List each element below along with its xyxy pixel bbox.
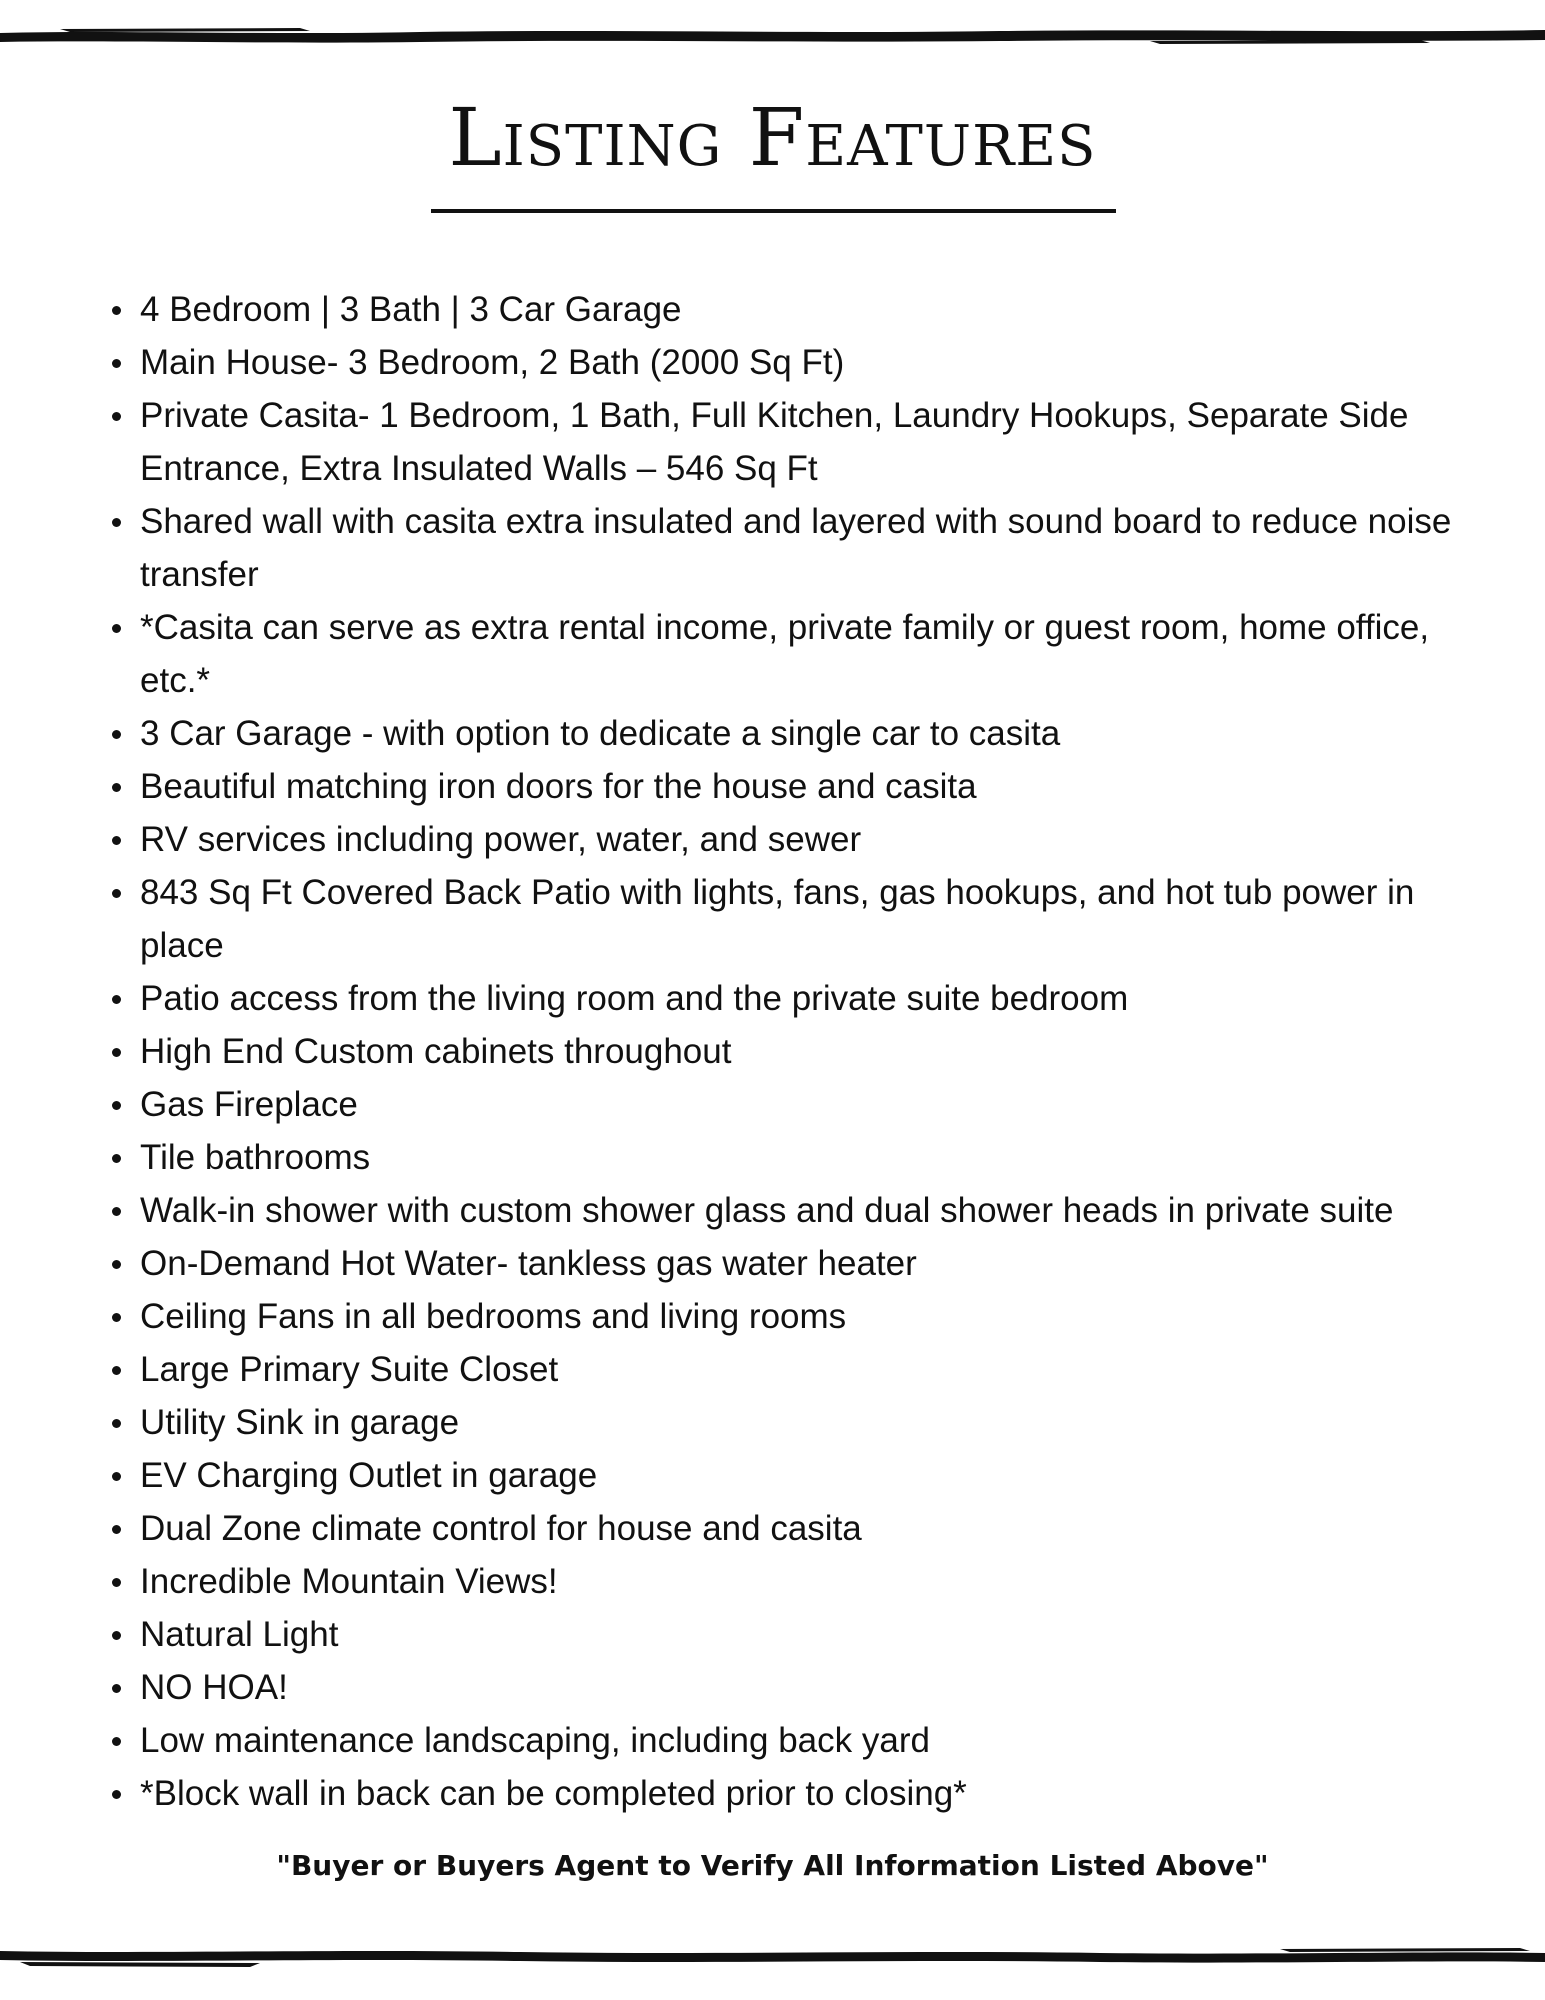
list-item: Incredible Mountain Views! [140,1555,1485,1608]
list-item: Walk-in shower with custom shower glass and dual shower heads in private suite [140,1184,1485,1237]
disclaimer: "Buyer or Buyers Agent to Verify All Information Listed Above" [276,1849,1269,1882]
list-item: Ceiling Fans in all bedrooms and living rooms [140,1290,1485,1343]
list-item: *Casita can serve as extra rental income, private family or guest room, home office, etc.* [140,601,1485,707]
list-item: EV Charging Outlet in garage [140,1449,1485,1502]
list-item: Tile bathrooms [140,1131,1485,1184]
list-item: Large Primary Suite Closet [140,1343,1485,1396]
list-item: Shared wall with casita extra insulated and layered with sound board to reduce noise transfer [140,495,1485,601]
top-brush-border [0,24,1545,46]
list-item: RV services including power, water, and sewer [140,813,1485,866]
list-item: Utility Sink in garage [140,1396,1485,1449]
title-underline [431,209,1116,213]
list-item: 4 Bedroom | 3 Bath | 3 Car Garage [140,283,1485,336]
list-item: Private Casita- 1 Bedroom, 1 Bath, Full Kitchen, Laundry Hookups, Separate Side Entrance, Extra Insulated Walls – 546 Sq Ft [140,389,1485,495]
list-item: 843 Sq Ft Covered Back Patio with lights, fans, gas hookups, and hot tub power in place [140,866,1485,972]
list-item: NO HOA! [140,1661,1485,1714]
features-list [140,283,1485,1820]
list-item: Natural Light [140,1608,1485,1661]
list-item: Patio access from the living room and the private suite bedroom [140,972,1485,1025]
list-item: On-Demand Hot Water- tankless gas water heater [140,1237,1485,1290]
list-item: 3 Car Garage - with option to dedicate a single car to casita [140,707,1485,760]
page-title: Listing Features [448,91,1097,184]
list-item: Main House- 3 Bedroom, 2 Bath (2000 Sq Ft) [140,336,1485,389]
list-item: High End Custom cabinets throughout [140,1025,1485,1078]
list-item: Low maintenance landscaping, including back yard [140,1714,1485,1767]
list-item: Gas Fireplace [140,1078,1485,1131]
list-item: *Block wall in back can be completed prior to closing* [140,1767,1485,1820]
list-item: Beautiful matching iron doors for the house and casita [140,760,1485,813]
bottom-brush-border [0,1943,1545,1969]
list-item: Dual Zone climate control for house and casita [140,1502,1485,1555]
